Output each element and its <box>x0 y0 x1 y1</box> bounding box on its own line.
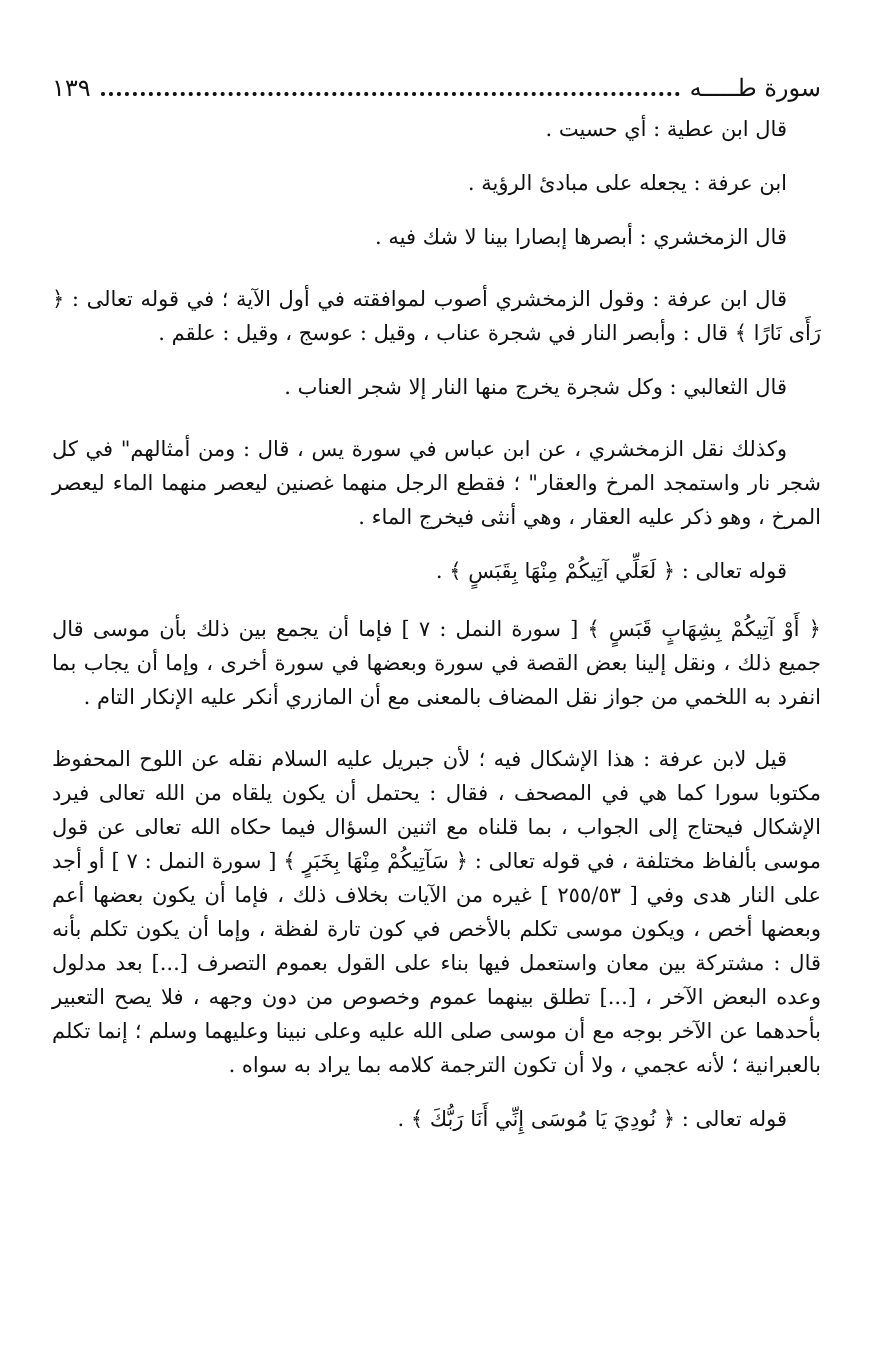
paragraph-thaalibi: قال الثعالبي : وكل شجرة يخرج منها النار إلا شجر العناب . <box>284 375 787 399</box>
paragraph-verse-1: قوله تعالى : ﴿ لَعَلِّي آتِيكُمْ مِنْهَا بِقَبَسٍ ﴾ . <box>435 559 787 583</box>
header-dotted-leader <box>101 92 680 96</box>
paragraph-ibn-atiyya: قال ابن عطية : أي حسيت . <box>545 117 787 141</box>
paragraph-ibn-arafa-1: ابن عرفة : يجعله على مبادئ الرؤية . <box>467 171 787 195</box>
paragraph-question-ibn-arafa: قيل لابن عرفة : هذا الإشكال فيه ؛ لأن جبريل عليه السلام نقله عن اللوح المحفوظ مكتوبا سورا كما هي في المصحف ، فقال : يحتمل أن يكون يلقاه من الله تعالى فيرد الإشكال فيحتاج إلى الجواب ، بما قلناه مع اثنين السؤال فيما حكاه الله تعالى عن قول موسى بألفاظ مختلفة ، في قوله تعالى : ﴿ سَآتِيكُمْ مِنْهَا بِخَبَرٍ ﴾ [ سورة النمل : ٧ ] أو أجد على النار هدى وفي [ ٢٥٥/٥٣ ] غيره من الآيات بخلاف ذلك ، فإما أن يكون بعضها أعم وبعضها أخص ، ويكون موسى تكلم بالأخص في كون تارة لفظة ، وإما أن يكون تكلم بأنه قال : مشتركة بين معان واستعمل فيها بناء على القول بعموم التصرف [...] بعد مدلول وعده البعض الآخر ، [...] تطلق بينهما عموم وخصوص من دون وجهه ، فلا يصح التعبير بأحدهما عن الآخر بوجه مع أن موسى صلى الله عليه وعلى نبينا وعليهما وسلم ؛ إنما تكلم بالعبرانية ؛ لأنه عجمي ، ولا أن تكون الترجمة كلامه بما يراد به سواه . <box>52 747 821 1077</box>
page-number: ١٣٩ <box>52 74 91 102</box>
page-body <box>52 112 821 1136</box>
paragraph-verse-3: قوله تعالى : ﴿ نُودِيَ يَا مُوسَى إِنِّي أَنَا رَبُّكَ ﴾ . <box>397 1107 787 1131</box>
paragraph-ibn-arafa-2: قال ابن عرفة : وقول الزمخشري أصوب لموافقته في أول الآية ؛ في قوله تعالى : ﴿ رَأَى نَارًا ﴾ قال : وأبصر النار في شجرة عناب ، وقيل : عوسج ، وقيل : علقم . <box>52 287 821 345</box>
paragraph-zamakhshari-1: قال الزمخشري : أبصرها إبصارا بينا لا شك فيه . <box>375 225 787 249</box>
surah-title: سورة طـــــه <box>689 74 821 102</box>
running-header <box>52 68 821 108</box>
paragraph-verse-2: ﴿ أَوْ آتِيكُمْ بِشِهَابٍ قَبَسٍ ﴾ [ سورة النمل : ٧ ] فإما أن يجمع بين ذلك بأن موسى قال جميع ذلك ، ونقل إلينا بعض القصة في سورة وبعضها في سورة أخرى ، وإما أن يجاب بما انفرد به اللخمي من جواز نقل المضاف بالمعنى مع أن المازري أنكر عليه الإنكار التام . <box>52 617 821 709</box>
paragraph-zamakhshari-2: وكذلك نقل الزمخشري ، عن ابن عباس في سورة يس ، قال : ومن أمثالهم" في كل شجر نار واستمجد المرخ والعقار" ؛ فقطع الرجل منهما غصنين ليعصر منهما الماء ليعصر المرخ ، وهو ذكر عليه العقار ، وهي أنثى فيخرج الماء . <box>52 437 821 529</box>
